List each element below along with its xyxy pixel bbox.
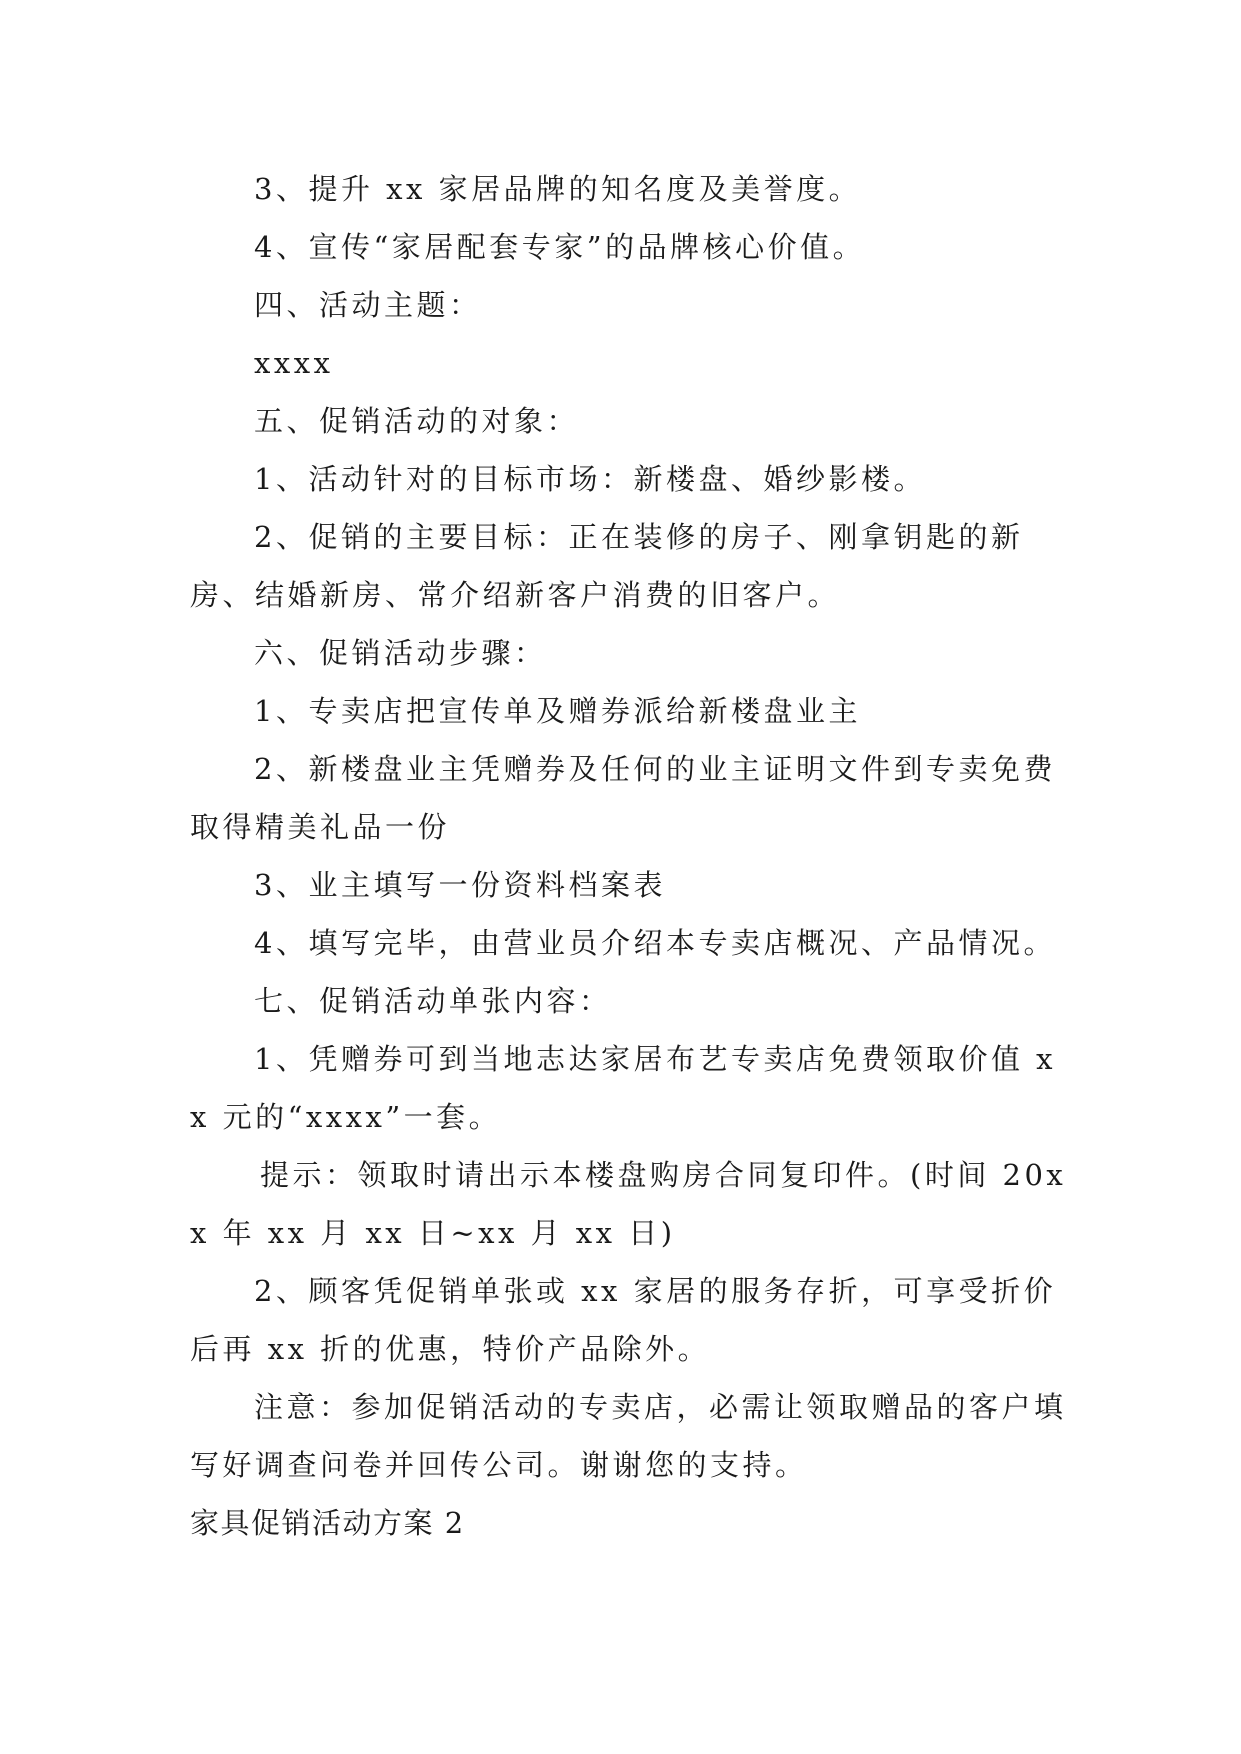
document-section-title: 家具促销活动方案 2 bbox=[190, 1506, 465, 1540]
paragraph-target-market: 1、活动针对的目标市场：新楼盘、婚纱影楼。 bbox=[254, 462, 926, 496]
paragraph-flyer-1: 1、凭赠券可到当地志达家居布艺专卖店免费领取价值 xx 元的“xxxx”一套。 bbox=[190, 1042, 1057, 1134]
section-heading-flyer: 七、促销活动单张内容： bbox=[254, 984, 612, 1018]
section-heading-steps: 六、促销活动步骤： bbox=[254, 636, 547, 670]
section-heading-theme: 四、活动主题： bbox=[254, 288, 482, 322]
document-body bbox=[190, 160, 1070, 1552]
paragraph-target-main: 2、促销的主要目标：正在装修的房子、刚拿钥匙的新房、结婚新房、常介绍新客户消费的旧客户。 bbox=[190, 520, 1024, 612]
paragraph-goal-3: 3、提升 xx 家居品牌的知名度及美誉度。 bbox=[254, 172, 862, 206]
paragraph-goal-4: 4、宣传“家居配套专家”的品牌核心价值。 bbox=[254, 230, 866, 264]
paragraph-theme-value: xxxx bbox=[254, 346, 334, 380]
paragraph-notice: 注意：参加促销活动的专卖店，必需让领取赠品的客户填写好调查问卷并回传公司。谢谢您的支持。 bbox=[190, 1390, 1067, 1482]
section-heading-target: 五、促销活动的对象： bbox=[254, 404, 580, 438]
paragraph-step-3: 3、业主填写一份资料档案表 bbox=[254, 868, 666, 902]
paragraph-step-1: 1、专卖店把宣传单及赠券派给新楼盘业主 bbox=[254, 694, 861, 728]
paragraph-tip: 提示：领取时请出示本楼盘购房合同复印件。(时间 20xx 年 xx 月 xx 日~xx 月 xx 日) bbox=[190, 1158, 1067, 1250]
paragraph-step-4: 4、填写完毕，由营业员介绍本专卖店概况、产品情况。 bbox=[254, 926, 1056, 960]
paragraph-step-2: 2、新楼盘业主凭赠券及任何的业主证明文件到专卖免费取得精美礼品一份 bbox=[190, 752, 1056, 844]
paragraph-flyer-2: 2、顾客凭促销单张或 xx 家居的服务存折，可享受折价后再 xx 折的优惠，特价产品除外。 bbox=[190, 1274, 1057, 1366]
